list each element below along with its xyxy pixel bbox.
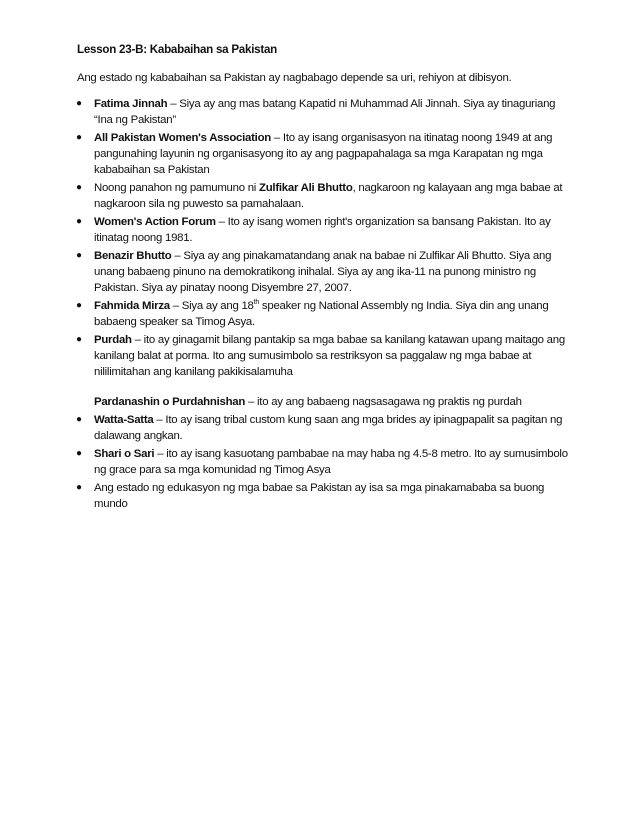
item-term: Shari o Sari	[94, 448, 155, 460]
bullet-icon: ●	[76, 300, 82, 311]
item-text: – Siya ay ang pinakamatandang anak na babae ni Zulfikar Ali Bhutto. Siya ang unang babaeng pinuno na demokratikong inihalal. Siya ay ang ika-11 na punong ministro ng Pakistan. Siya ay pinatay noong Disyembre 27, 2007.	[94, 250, 552, 294]
intro-paragraph: Ang estado ng kababaihan sa Pakistan ay nagbabago depende sa uri, rehiyon at dibisyon.	[77, 72, 512, 84]
item-term: Pardanashin o Purdahnishan	[94, 396, 246, 408]
bullet-icon: ●	[76, 482, 82, 493]
item-term: Watta-Satta	[94, 414, 154, 426]
bullet-icon: ●	[76, 182, 82, 193]
ordinal-suffix: th	[253, 299, 259, 307]
bullet-icon: ●	[76, 250, 82, 261]
bullet-icon: ●	[76, 414, 82, 425]
item-term: Zulfikar Ali Bhutto	[259, 182, 353, 194]
list-item	[77, 248, 569, 296]
item-term: Fahmida Mirza	[94, 300, 170, 312]
item-term: All Pakistan Women's Association	[94, 132, 272, 144]
item-text: – ito ay ang babaeng nagsasagawa ng praktis ng purdah	[245, 396, 522, 408]
list-item	[77, 180, 569, 212]
document-page	[77, 42, 569, 514]
bullet-icon: ●	[76, 132, 82, 143]
list-item-plain	[77, 394, 569, 410]
list-item	[77, 214, 569, 246]
item-text: – Ito ay isang women right's organization sa bansang Pakistan. Ito ay itinatag noong 1981.	[94, 216, 551, 244]
bullet-list	[77, 96, 569, 512]
item-text: Ang estado ng edukasyon ng mga babae sa Pakistan ay isa sa mga pinakamababa sa buong mundo	[94, 482, 545, 510]
list-item	[77, 130, 569, 178]
bullet-icon: ●	[76, 448, 82, 459]
item-text: – ito ay ginagamit bilang pantakip sa mga babae sa kanilang katawan upang maitago ang kanilang balat at porma. Ito ang sumusimbolo sa restriksyon sa paggalaw ng mga babae at nililimitahan ang kanilang pakikisalamuha	[94, 334, 565, 378]
item-term: Benazir Bhutto	[94, 250, 172, 262]
item-text: – Ito ay isang tribal custom kung saan ang mga brides ay ipinagpapalit sa pagitan ng dalawang angkan.	[94, 414, 563, 442]
list-item	[77, 96, 569, 128]
item-text: speaker ng National Assembly ng India. Siya din ang unang babaeng speaker sa Timog Asya.	[94, 300, 549, 328]
item-text: – Ito ay isang organisasyon na itinatag noong 1949 at ang pangunahing layunin ng organisasyong ito ay ang pagpapahalaga sa mga Karapatan ng mga kababaihan sa Pakistan	[94, 132, 553, 176]
lesson-title: Lesson 23-B: Kababaihan sa Pakistan	[77, 43, 278, 56]
item-text: – ito ay isang kasuotang pambabae na may haba ng 4.5-8 metro. Ito ay sumusimbolo ng grace para sa mga komunidad ng Timog Asya	[94, 448, 568, 476]
bullet-icon: ●	[76, 98, 82, 109]
item-text: , nagkaroon ng kalayaan ang mga babae at nagkaroon sila ng puwesto sa pamahalaan.	[94, 182, 563, 210]
item-term: Fatima Jinnah	[94, 98, 168, 110]
list-item	[77, 446, 569, 478]
item-text: – Siya ay ang 18	[169, 300, 254, 312]
list-item	[77, 412, 569, 444]
list-item	[77, 480, 569, 512]
bullet-icon: ●	[76, 216, 82, 227]
list-item	[77, 298, 569, 330]
item-term: Women's Action Forum	[94, 216, 216, 228]
list-item	[77, 332, 569, 380]
item-text: – Siya ay ang mas batang Kapatid ni Muhammad Ali Jinnah. Siya ay tinaguriang “Ina ng Pakistan”	[94, 98, 556, 126]
bullet-icon: ●	[76, 334, 82, 345]
item-term: Purdah	[94, 334, 132, 346]
item-pre: Noong panahon ng pamumuno ni	[94, 182, 260, 194]
